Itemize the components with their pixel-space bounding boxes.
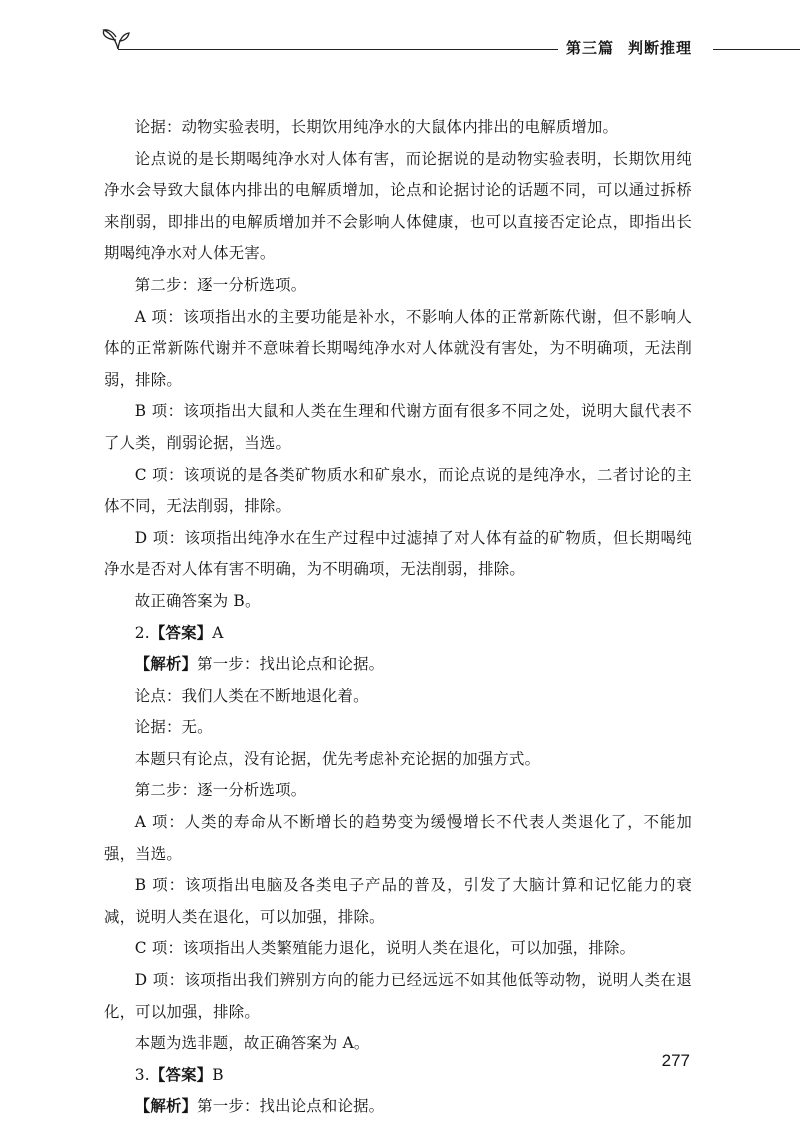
answer-line	[104, 618, 692, 650]
page-content	[104, 112, 692, 1123]
paragraph: 第二步：逐一分析选项。	[134, 275, 307, 294]
page-header	[0, 0, 800, 70]
section-title	[566, 37, 692, 58]
sprout-icon	[97, 26, 131, 50]
paragraph: 论据：无。	[134, 718, 213, 737]
section-label: 判断推理	[628, 39, 693, 57]
analysis-label: 【解析】	[134, 1097, 198, 1116]
answer-label: 【答案】	[149, 623, 213, 642]
paragraph: 故正确答案为 B。	[134, 591, 261, 610]
paragraph: B 项：该项指出电脑及各类电子产品的普及，引发了大脑计算和记忆能力的衰减，说明人类在退化，可以加强，排除。	[104, 876, 692, 926]
paragraph: 第二步：逐一分析选项。	[134, 781, 307, 800]
paragraph: 论点：我们人类在不断地退化着。	[134, 686, 369, 705]
analysis-text: 第一步：找出论点和论据。	[197, 655, 385, 674]
answer-line	[104, 1060, 692, 1092]
header-rule-left	[118, 49, 558, 50]
analysis-label: 【解析】	[134, 655, 198, 674]
header-rule-right	[713, 49, 800, 50]
paragraph: D 项：该项指出纯净水在生产过程中过滤掉了对人体有益的矿物质，但长期喝纯净水是否对人体有害不明确，为不明确项，无法削弱，排除。	[104, 528, 692, 579]
paragraph: 本题只有论点，没有论据，优先考虑补充论据的加强方式。	[134, 749, 541, 768]
paragraph: C 项：该项指出人类繁殖能力退化，说明人类在退化，可以加强，排除。	[134, 939, 636, 958]
part-label: 第三篇	[566, 39, 615, 57]
question-number: 3.	[134, 1065, 150, 1084]
answer-value: B	[212, 1065, 224, 1084]
page-number: 277	[661, 1051, 690, 1070]
answer-label: 【答案】	[149, 1065, 213, 1084]
paragraph: 论据：动物实验表明，长期饮用纯净水的大鼠体内排出的电解质增加。	[134, 118, 619, 136]
paragraph: 本题为选非题，故正确答案为 A。	[134, 1034, 370, 1053]
analysis-line	[104, 649, 692, 681]
answer-value: A	[212, 623, 224, 642]
analysis-line	[104, 1091, 692, 1123]
question-number: 2.	[134, 623, 150, 642]
paragraph: D 项：该项指出我们辨别方向的能力已经远远不如其他低等动物，说明人类在退化，可以加强，排除。	[104, 971, 692, 1021]
analysis-text: 第一步：找出论点和论据。	[197, 1097, 385, 1116]
paragraph: A 项：人类的寿命从不断增长的趋势变为缓慢增长不代表人类退化了，不能加强，当选。	[104, 813, 692, 863]
paragraph: C 项：该项说的是各类矿物质水和矿泉水，而论点说的是纯净水，二者讨论的主体不同，无法削弱，排除。	[104, 465, 692, 516]
paragraph: B 项：该项指出大鼠和人类在生理和代谢方面有很多不同之处，说明大鼠代表不了人类，削弱论据，当选。	[104, 402, 692, 452]
paragraph: 论点说的是长期喝纯净水对人体有害，而论据说的是动物实验表明，长期饮用纯净水会导致大鼠体内排出的电解质增加，论点和论据讨论的话题不同，可以通过拆桥来削弱，即排出的电解质增加并不会影响人体健康，也可以直接否定论点，即指出长期喝纯净水对人体无害。	[104, 149, 692, 263]
paragraph: A 项：该项指出水的主要功能是补水，不影响人体的正常新陈代谢，但不影响人体的正常新陈代谢并不意味着长期喝纯净水对人体就没有害处，为不明确项，无法削弱，排除。	[104, 307, 692, 389]
